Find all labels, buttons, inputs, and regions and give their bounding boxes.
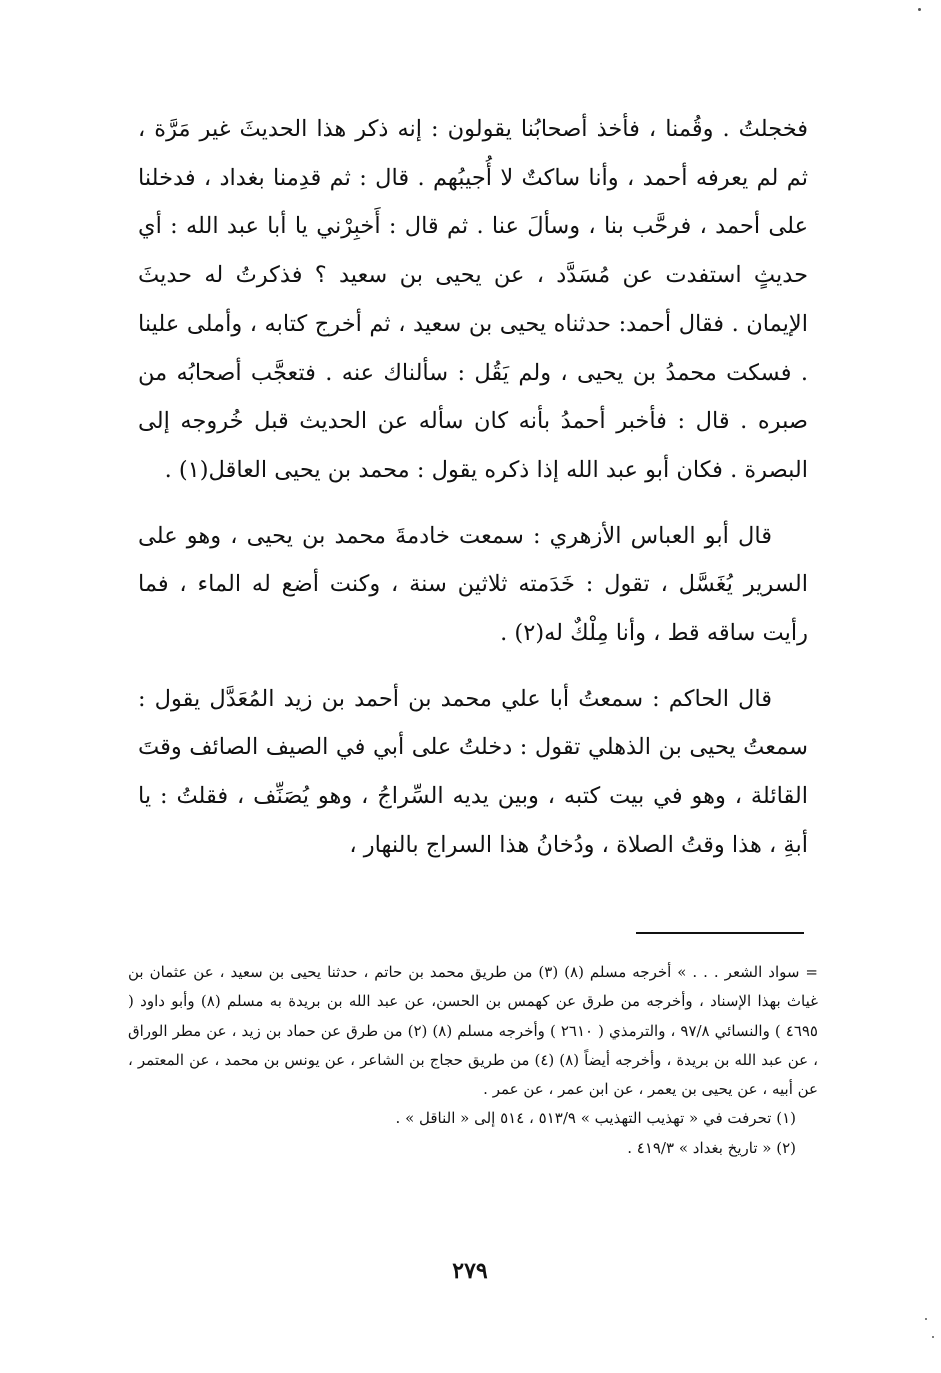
scan-speck (918, 8, 921, 11)
footnote-continuation: = سواد الشعر . . . » أخرجه مسلم (٨) (٣) من طريق محمد بن حاتم ، حدثنا يحيى بن سعيد ، عن عثمان بن غياث بهذا الإسناد ، وأخرجه من طرق عن كهمس بن الحسن، عن عبد الله بن بريدة به مسلم (٨) وأبو داود ( ٤٦٩٥ ) والنسائي ٩٧/٨ ، والترمذي ( ٢٦١٠ ) وأخرجه مسلم (٨) (٢) من طرق عن حماد بن زيد ، عن مطر الوراق ، عن عبد الله بن بريدة ، وأخرجه أيضاً (٨) (٤) من طريق حجاج بن الشاعر ، عن يونس بن محمد ، عن المعتمر ، عن أبيه ، عن يحيى بن يعمر ، عن ابن عمر ، عن عمر . (128, 963, 818, 1099)
footnote-1: (١) تحرفت في « تهذيب التهذيب » ٥١٣/٩ ، ٥١٤ إلى « الناقل » . (395, 1109, 796, 1128)
paragraph-1: فخجلتُ . وقُمنا ، فأخذ أصحابُنا يقولون : إنه ذكر هذا الحديثَ غير مَرَّة ، ثم لم يعرفه أحمد ، وأنا ساكتٌ لا أُجيبُهم . قال : ثم قدِمنا بغداد ، فدخلنا على أحمد ، فرحَّب بنا ، وسألَ عنا . ثم قال : أَخبِرْني يا أبا عبد الله : أي حديثٍ استفدت عن مُسَدَّد ، عن يحيى بن سعيد ؟ فذكرتُ له حديثَ الإيمان . فقال أحمد: حدثناه يحيى بن سعيد ، ثم أخرج كتابه ، وأملى علينا . فسكت محمدُ بن يحيى ، ولم يَقُل : سألناك عنه . فتعجَّب أصحابُه من صبره . قال : فأخبر أحمدُ بأنه كان سأله عن الحديث قبل خُروجه إلى البصرة . فكان أبو عبد الله إذا ذكره يقول : محمد بن يحيى العاقل(١) . (138, 116, 808, 483)
footnotes-section (128, 958, 818, 1163)
main-text-body (138, 105, 808, 870)
footnote-2: (٢) « تاريخ بغداد » ٤١٩/٣ . (627, 1138, 796, 1157)
paragraph-3: قال الحاكم : سمعتُ أبا علي محمد بن أحمد بن زيد المُعَدَّل يقول : سمعتُ يحيى بن الذهلي تقول : دخلتُ على أبي في الصيف الصائف وقتَ القائلة ، وهو في بيت كتبه ، وبين يديه السِّراجُ ، وهو يُصَنِّف ، فقلتُ : يا أبةِ ، هذا وقتُ الصلاة ، ودُخانُ هذا السراج بالنهار ، (138, 685, 808, 858)
paragraph-2: قال أبو العباس الأزهري : سمعت خادمةَ محمد بن يحيى ، وهو على السرير يُغَسَّل ، تقول : خَدَمته ثلاثين سنة ، وكنت أضع له الماء ، فما رأيت ساقه قط ، وأنا مِلْكٌ له(٢) . (138, 522, 808, 647)
scan-speck (932, 1336, 934, 1338)
paragraph-gap (138, 495, 808, 512)
footnote-separator (636, 932, 804, 934)
paragraph-gap (138, 658, 808, 675)
page-number: ٢٧٩ (452, 1258, 488, 1284)
scan-speck (925, 1318, 927, 1320)
